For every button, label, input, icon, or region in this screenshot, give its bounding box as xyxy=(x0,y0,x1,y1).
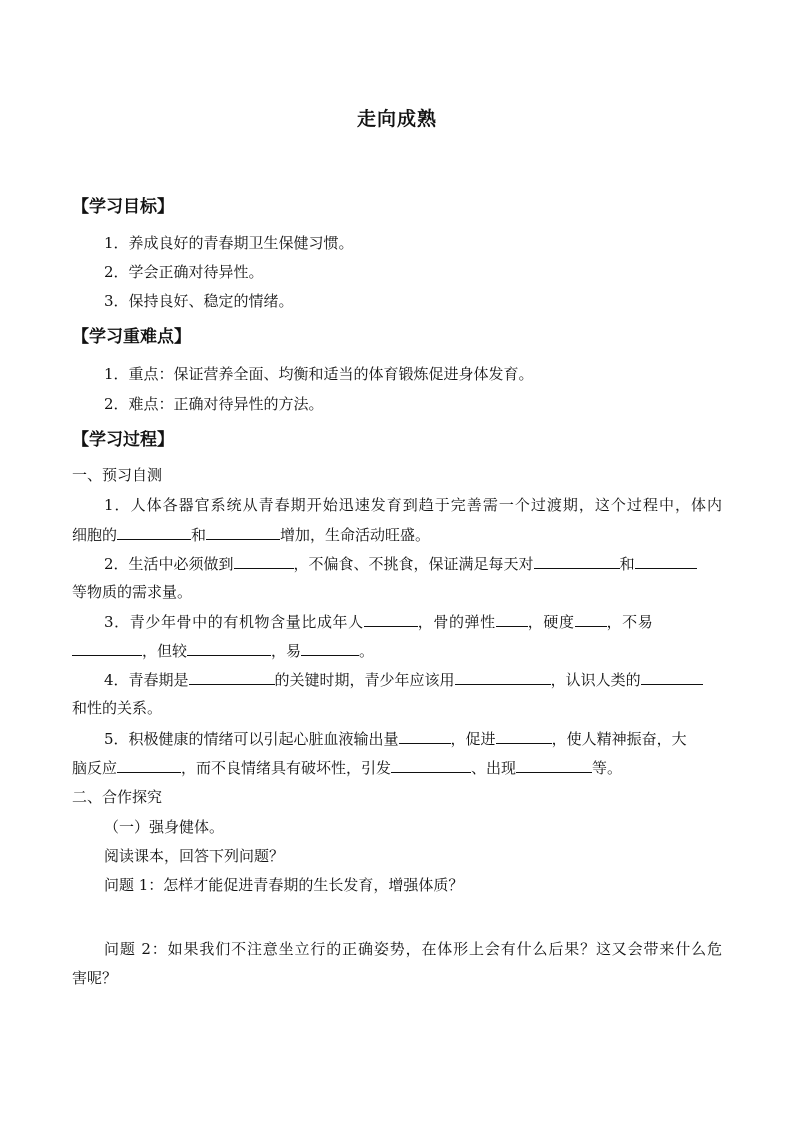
q5-line1 xyxy=(104,728,687,749)
q2-line2: 等物质的需求量。 xyxy=(72,583,193,601)
q5-text: 5．积极健康的情绪可以引起心脏血液输出量 xyxy=(104,730,399,748)
answer-blank[interactable] xyxy=(399,728,451,744)
q2-text: 2．生活中必须做到 xyxy=(104,555,234,573)
section2-instruction: 阅读课本，回答下列问题？ xyxy=(104,847,285,865)
q4-text: ，认识人类的 xyxy=(550,671,641,689)
q3-text: ，骨的弹性 xyxy=(417,613,496,631)
q1-text: 和 xyxy=(191,526,207,544)
q4-text: 4．青春期是 xyxy=(104,671,189,689)
q2-text: ，不偏食、不挑食，保证满足每天对 xyxy=(293,555,534,573)
q5-text: ，促进 xyxy=(450,730,496,748)
question-2-line2: 害呢？ xyxy=(72,969,118,987)
question-1: 问题 1：怎样才能促进青春期的生长发育，增强体质？ xyxy=(104,876,464,894)
section2-sub1: （一）强身健体。 xyxy=(104,818,225,836)
question-2-line1: 问题 2：如果我们不注意坐立行的正确姿势，在体形上会有什么后果？这又会带来什么危 xyxy=(104,940,722,958)
goal-item: 2．学会正确对待异性。 xyxy=(104,263,264,281)
answer-blank[interactable] xyxy=(641,669,703,685)
q4-text: 的关键时期，青少年应该用 xyxy=(274,671,455,689)
answer-blank[interactable] xyxy=(234,553,294,569)
q5-text: 等。 xyxy=(592,759,623,777)
q1-line1: 1．人体各器官系统从青春期开始迅速发育到趋于完善需一个过渡期，这个过程中，体内 xyxy=(104,496,722,514)
answer-blank[interactable] xyxy=(635,553,697,569)
keypoint-item: 2．难点：正确对待异性的方法。 xyxy=(104,395,324,413)
answer-blank[interactable] xyxy=(516,757,592,773)
answer-blank[interactable] xyxy=(187,640,271,656)
q3-line1 xyxy=(104,611,653,632)
answer-blank[interactable] xyxy=(117,524,191,540)
q3-text: ，不易 xyxy=(606,613,654,631)
q3-text: ，硬度 xyxy=(527,613,575,631)
q5-text: ，使人精神振奋，大 xyxy=(551,730,687,748)
answer-blank[interactable] xyxy=(301,640,359,656)
answer-blank[interactable] xyxy=(391,757,471,773)
q5-text: 、出现 xyxy=(471,759,517,777)
q4-line1 xyxy=(104,669,703,690)
answer-blank[interactable] xyxy=(496,611,528,627)
q5-text: 脑反应 xyxy=(72,759,118,777)
q1-text: 增加，生命活动旺盛。 xyxy=(280,526,431,544)
page-title: 走向成熟 xyxy=(356,108,437,130)
q3-text: ，但较 xyxy=(142,642,188,660)
q2-text: 和 xyxy=(619,555,635,573)
goal-item: 1．养成良好的青春期卫生保健习惯。 xyxy=(104,234,354,252)
answer-blank[interactable] xyxy=(117,757,181,773)
goal-item: 3．保持良好、稳定的情绪。 xyxy=(104,292,294,310)
section1-title: 一、预习自测 xyxy=(72,466,163,484)
answer-blank[interactable] xyxy=(534,553,620,569)
q3-text: 3．青少年骨中的有机物含量比成年人 xyxy=(104,613,364,631)
q5-text: ，而不良情绪具有破坏性，引发 xyxy=(181,759,392,777)
answer-blank[interactable] xyxy=(72,640,142,656)
q1-line2 xyxy=(72,524,430,545)
answer-blank[interactable] xyxy=(455,669,551,685)
answer-blank[interactable] xyxy=(206,524,280,540)
section2-title: 二、合作探究 xyxy=(72,788,163,806)
answer-blank[interactable] xyxy=(364,611,418,627)
q5-line2 xyxy=(72,757,622,778)
answer-blank[interactable] xyxy=(496,728,552,744)
process-heading: 【学习过程】 xyxy=(72,430,174,450)
keypoints-heading: 【学习重难点】 xyxy=(72,327,191,347)
q4-line2: 和性的关系。 xyxy=(72,699,163,717)
goals-heading: 【学习目标】 xyxy=(72,197,174,217)
keypoint-item: 1．重点：保证营养全面、均衡和适当的体育锻炼促进身体发育。 xyxy=(104,365,534,383)
q2-line1 xyxy=(104,553,697,574)
q3-text: 。 xyxy=(359,642,375,660)
q3-text: ，易 xyxy=(271,642,302,660)
answer-blank[interactable] xyxy=(575,611,607,627)
answer-blank[interactable] xyxy=(189,669,275,685)
q3-line2 xyxy=(72,640,374,661)
q1-text: 细胞的 xyxy=(72,526,118,544)
